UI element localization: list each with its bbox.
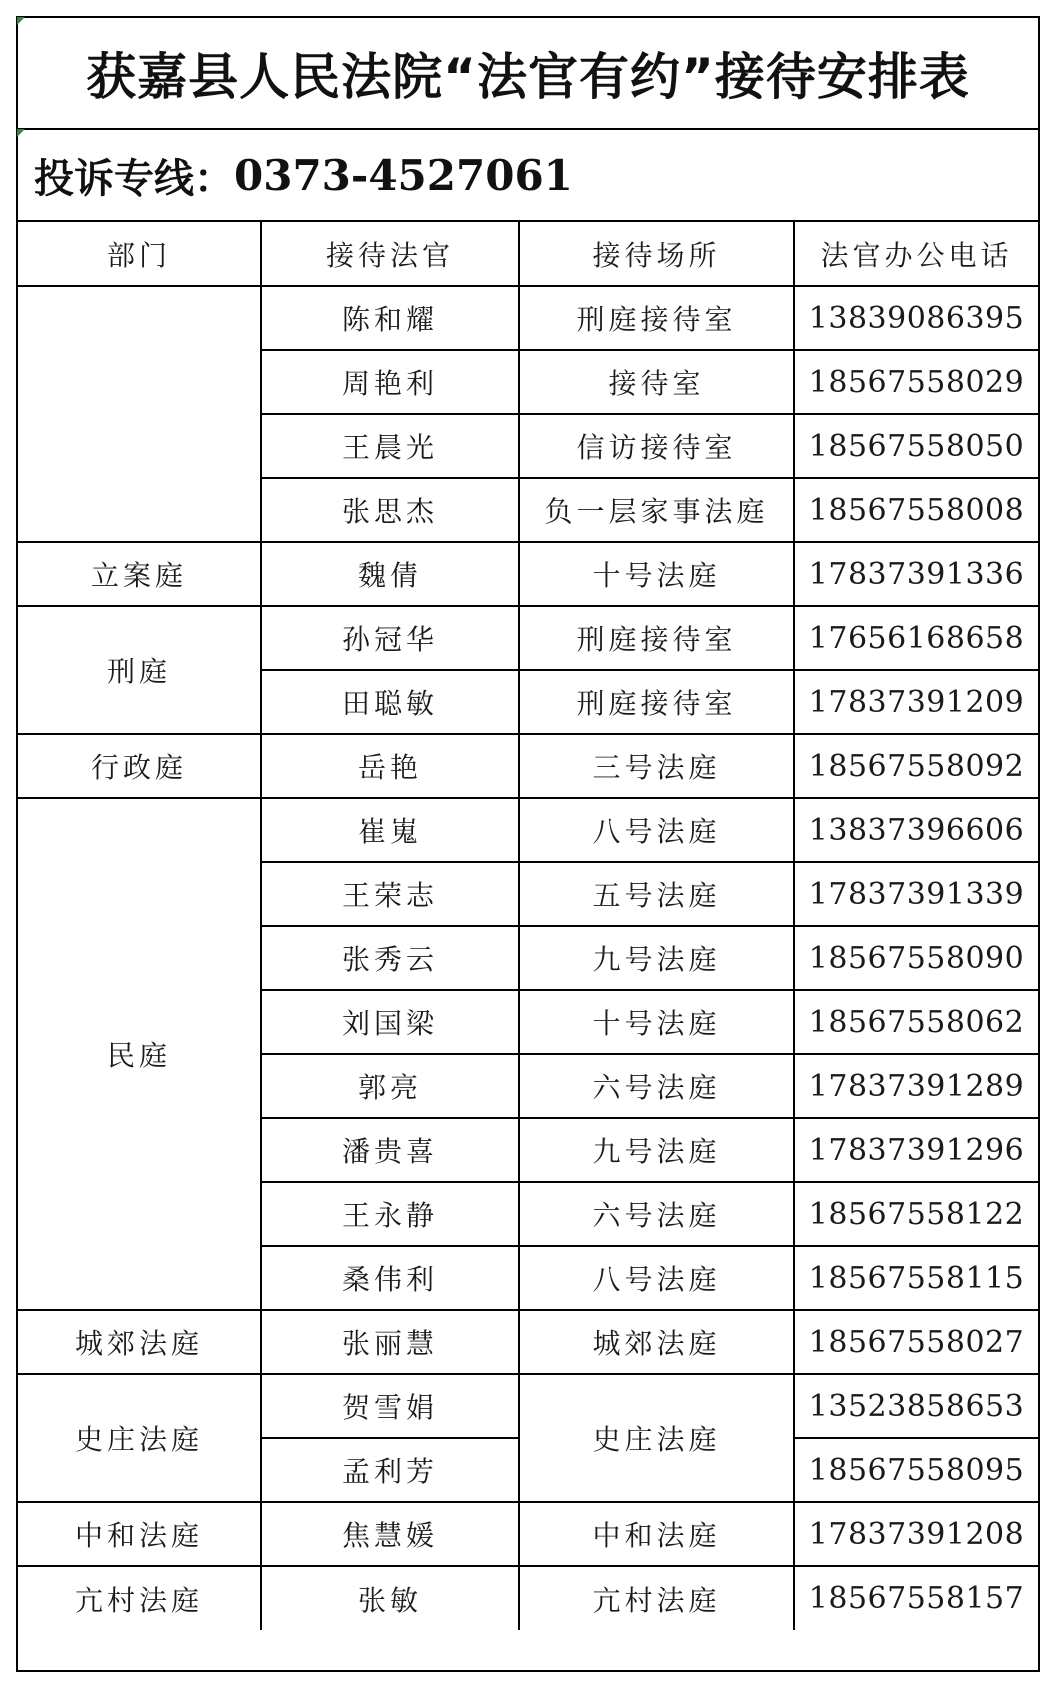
phone-cell: 13523858653 (794, 1374, 1038, 1438)
place-cell: 亢村法庭 (519, 1566, 794, 1630)
place-cell: 六号法庭 (519, 1182, 794, 1246)
table-row (18, 1310, 1038, 1374)
schedule-table (18, 222, 1038, 1630)
table-row (18, 1502, 1038, 1566)
table-row (18, 542, 1038, 606)
phone-cell: 18567558115 (794, 1246, 1038, 1310)
dept-cell: 民庭 (18, 798, 261, 1310)
judge-cell: 潘贵喜 (261, 1118, 519, 1182)
place-cell: 城郊法庭 (519, 1310, 794, 1374)
judge-cell: 王永静 (261, 1182, 519, 1246)
judge-cell: 孟利芳 (261, 1438, 519, 1502)
phone-cell: 18567558090 (794, 926, 1038, 990)
dept-cell: 刑庭 (18, 606, 261, 734)
judge-cell: 张丽慧 (261, 1310, 519, 1374)
judge-cell: 郭亮 (261, 1054, 519, 1118)
phone-cell: 18567558157 (808, 1581, 1025, 1616)
dept-cell: 史庄法庭 (18, 1374, 261, 1502)
phone-cell: 13837396606 (794, 798, 1038, 862)
cell-marker-icon (17, 129, 25, 137)
phone-cell: 18567558027 (794, 1310, 1038, 1374)
place-cell: 九号法庭 (519, 926, 794, 990)
phone-cell: 18567558095 (794, 1438, 1038, 1502)
phone-cell: 18567558050 (794, 414, 1038, 478)
judge-cell: 张秀云 (261, 926, 519, 990)
header-place: 接待场所 (519, 222, 794, 286)
place-cell: 负一层家事法庭 (519, 478, 794, 542)
place-cell: 接待室 (519, 350, 794, 414)
phone-cell: 18567558062 (794, 990, 1038, 1054)
table-row (18, 606, 1038, 670)
place-cell: 八号法庭 (519, 798, 794, 862)
header-dept: 部门 (18, 222, 261, 286)
dept-cell (18, 286, 261, 542)
judge-cell: 崔嵬 (261, 798, 519, 862)
phone-cell: 18567558029 (794, 350, 1038, 414)
place-cell: 九号法庭 (519, 1118, 794, 1182)
judge-cell: 岳艳 (261, 734, 519, 798)
place-cell: 十号法庭 (519, 542, 794, 606)
phone-cell: 18567558092 (794, 734, 1038, 798)
judge-cell: 张思杰 (261, 478, 519, 542)
judge-cell: 张敏 (261, 1566, 519, 1630)
place-cell: 八号法庭 (519, 1246, 794, 1310)
phone-cell: 17837391339 (794, 862, 1038, 926)
judge-cell: 王晨光 (261, 414, 519, 478)
judge-cell: 桑伟利 (261, 1246, 519, 1310)
judge-cell: 焦慧媛 (261, 1502, 519, 1566)
cell-marker-icon (17, 17, 25, 25)
table-header-row (18, 222, 1038, 286)
hotline-row (18, 130, 1038, 222)
place-cell: 五号法庭 (519, 862, 794, 926)
judge-cell: 魏倩 (261, 542, 519, 606)
place-cell: 信访接待室 (519, 414, 794, 478)
table-row (18, 1374, 1038, 1438)
phone-cell: 18567558122 (794, 1182, 1038, 1246)
judge-cell: 周艳利 (261, 350, 519, 414)
page-title: 获嘉县人民法院“法官有约”接待安排表 (86, 48, 970, 106)
phone-cell: 17656168658 (794, 606, 1038, 670)
table-row (18, 286, 1038, 350)
judge-cell: 刘国梁 (261, 990, 519, 1054)
judge-cell: 田聪敏 (261, 670, 519, 734)
place-cell: 刑庭接待室 (519, 670, 794, 734)
place-cell: 中和法庭 (519, 1502, 794, 1566)
table-row (18, 798, 1038, 862)
dept-cell: 行政庭 (18, 734, 261, 798)
place-cell: 刑庭接待室 (519, 606, 794, 670)
place-cell: 史庄法庭 (519, 1374, 794, 1502)
hotline-label: 投诉专线： (34, 155, 234, 202)
phone-cell: 17837391289 (794, 1054, 1038, 1118)
judge-cell: 贺雪娟 (261, 1374, 519, 1438)
header-phone: 法官办公电话 (794, 222, 1038, 286)
place-cell: 六号法庭 (519, 1054, 794, 1118)
title-row (18, 18, 1038, 130)
dept-cell: 中和法庭 (18, 1502, 261, 1566)
dept-cell: 亢村法庭 (18, 1566, 261, 1630)
dept-cell: 立案庭 (18, 542, 261, 606)
place-cell: 刑庭接待室 (519, 286, 794, 350)
phone-cell: 17837391336 (794, 542, 1038, 606)
place-cell: 十号法庭 (519, 990, 794, 1054)
judge-cell: 王荣志 (261, 862, 519, 926)
phone-cell: 17837391209 (794, 670, 1038, 734)
table-row (18, 1566, 1038, 1630)
phone-cell: 18567558008 (794, 478, 1038, 542)
judge-cell: 孙冠华 (261, 606, 519, 670)
table-row (18, 734, 1038, 798)
judge-cell: 陈和耀 (261, 286, 519, 350)
phone-cell: 17837391208 (794, 1502, 1038, 1566)
dept-cell: 城郊法庭 (18, 1310, 261, 1374)
hotline-number: 0373-4527061 (234, 150, 573, 200)
header-judge: 接待法官 (261, 222, 519, 286)
phone-cell: 17837391296 (794, 1118, 1038, 1182)
schedule-sheet (16, 16, 1040, 1672)
place-cell: 三号法庭 (519, 734, 794, 798)
phone-cell: 13839086395 (794, 286, 1038, 350)
